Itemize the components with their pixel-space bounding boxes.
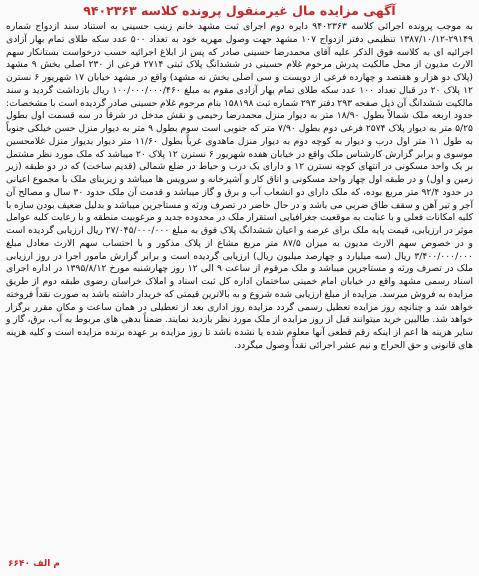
notice-title: آگهی مزایده مال غیرمنقول پرونده کلاسه ۹۴۰۲۳۶۳ [83,3,396,18]
notice-footer-code: م الف ۶۶۴۰ [8,559,61,569]
notice-body: به موجب پرونده اجرائی کلاسه ۹۴۰۲۳۶۳ دایره دوم اجرای ثبت مشهد خانم زینب حسینی به استناد سند ازدواج شماره ۲۹۱۴۹-۱۳۸۷/۱۰/۱۲ تنظیمی دفتر ازدواج ۱۰۷ مشهد جهت وصول مهریه خود به تعداد ۵۰۰ عدد سکه طلای تمام بهار آزادی اجرائیه ای به کلاسه فوق الذکر علیه آقای محمدرضا حسینی صادر که پس از ابلاغ اجرائیه حسب درخواست بستانکار سهم الارث مدیون از محل مالکیت پدرش مرحوم غلام حسینی در ششدانگ پلاک ثبتی ۲۷۱۴ فرعی از ۲۳۰ اصلی بخش ۹ مشهد (پلاک دو هزار و هفتصد و چهارده فرعی از دویست و سی اصلی بخش نه مشهد) واقع در مشهد خیابان ۱۷ شهریور ۶ نسترن ۱۲ پلاک ۲۰ در قبال تعداد ۱۰۰ عدد سکه طلای تمام بهار آزادی مقوم به مبلغ ۱۰۰/۰۰۰/۰۰۰/۴۶۰ ریال بازداشت گردید و سند مالکیت ششدانگ آن ذیل صفحه ۲۹۳ دفتر ۲۹۳ شماره ثبت ۱۵۸۱۹۸ بنام مرحوم غلام حسینی صادر گردیده است با مشخصات: حدود اربعه ملک شمالاً بطول ۱۸/۹۰ متر به دیوار منزل محمدرضا رحیمی و نقش مدخل در شرقاً در سه قسمت اول بطول ۵/۲۵ متر به دیوار پلاک ۲۵۷۴ فرعی دوم بطول ۷/۹۰ متر که جنوبی است سوم بطول ۹ متر به دیوار منزل حسن خیلکی جنوباً به طول ۱۱ متر اول درب و دیوار به کوچه دوم به دیوار منزل ماهدوی غرباً بطول ۱۱/۶۰ متر دیوار بدیوار منزل غلامحسین موسوی و برابر گزارش کارشناس ملک واقع در خیابان هفده شهریور ۶ نسترن ۱۲ پلاک ۲۰ میباشد که ملک مورد نظر مشتمل بر یک واحد مسکونی در انتهای کوچه نسترن ۱۲ و دارای یک درب و حیاط در ضلع شمالی (قدیم ساخت) که در دو طبقه (زیر زمین و اول) و در طبقه اول چهار واحد مسکونی و اتاق کار و آشپزخانه و سرویس ها میباشد و زیربنای ملک با مجموع اعیانی در حدود ۹۲/۴ متر مربع بوده، که ملک دارای دو انشعاب آب و برق و گاز میباشد و قدمت آن ملک حدود ۳۰ سال و مصالح آن آجر و تیر آهن و سقف طاق ضربی می باشد و در حال حاضر در تصرف ورثه و مستاجرین میباشد و بدلیل ضعیف بودن سازه با کلیه امکانات فعلی و با عنایت به موقعیت جغرافیایی استقرار ملک در محدوده جدید و مرغوبیت منطقه و با رعایت کلیه عوامل موثر در ارزیابی، قیمت پایه ملک برای عرصه و اعیان ششدانگ پلاک فوق به مبلغ ۲۷/۰۴۵/۰۰۰/۰۰۰ ریال ارزیابی گردیده است و در خصوص سهم الارث مدیون به میزان ۸۷/۵ متر مربع مشاع از پلاک مذکور و با احتساب سهم الارث معادل مبلغ ۳/۴۰۰/۰۰۰/۰۰۰ ریال (سه میلیارد و چهارصد میلیون ریال) ارزیابی گردیده است و برابر گزارش مامور اجرا در روز ارزیابی ملک در تصرف ورثه و مستاجرین میباشد و ملک مرقوم از ساعت ۹ الی ۱۲ روز چهارشنبه مورخ ۱۳۹۵/۸/۱۲ در اداره اجرای اسناد رسمی مشهد واقع در خیابان امام خمینی ساختمان اداره کل ثبت اسناد و املاک خراسان رضوی طبقه دوم از طریق مزایده به فروش میرسد. مزایده از مبلغ ارزیابی شده شروع و به بالاترین قیمتی که خریدار داشته باشد به صورت نقداً فروخته خواهد شد و چنانچه روز مزایده تعطیل رسمی گردد مزایده روز اداری بعد از تعطیلی در همان ساعت و مکان مقرر برگزار خواهد شد. طالبین خرید میتوانند قبل از روز مزایده از ملک مورد نظر بازدید نمایند. ضمناً بدهی های مربوط به آب، برق، گاز و سایر هزینه ها اعم از اینکه رقم قطعی آنها معلوم شده یا نشده باشد تا روز مزایده بر عهده برنده مزایده است و کلیه هزینه های قانونی و حق الحراج و نیم عشر اجرائی نقداً وصول میگردد. [6,21,474,351]
